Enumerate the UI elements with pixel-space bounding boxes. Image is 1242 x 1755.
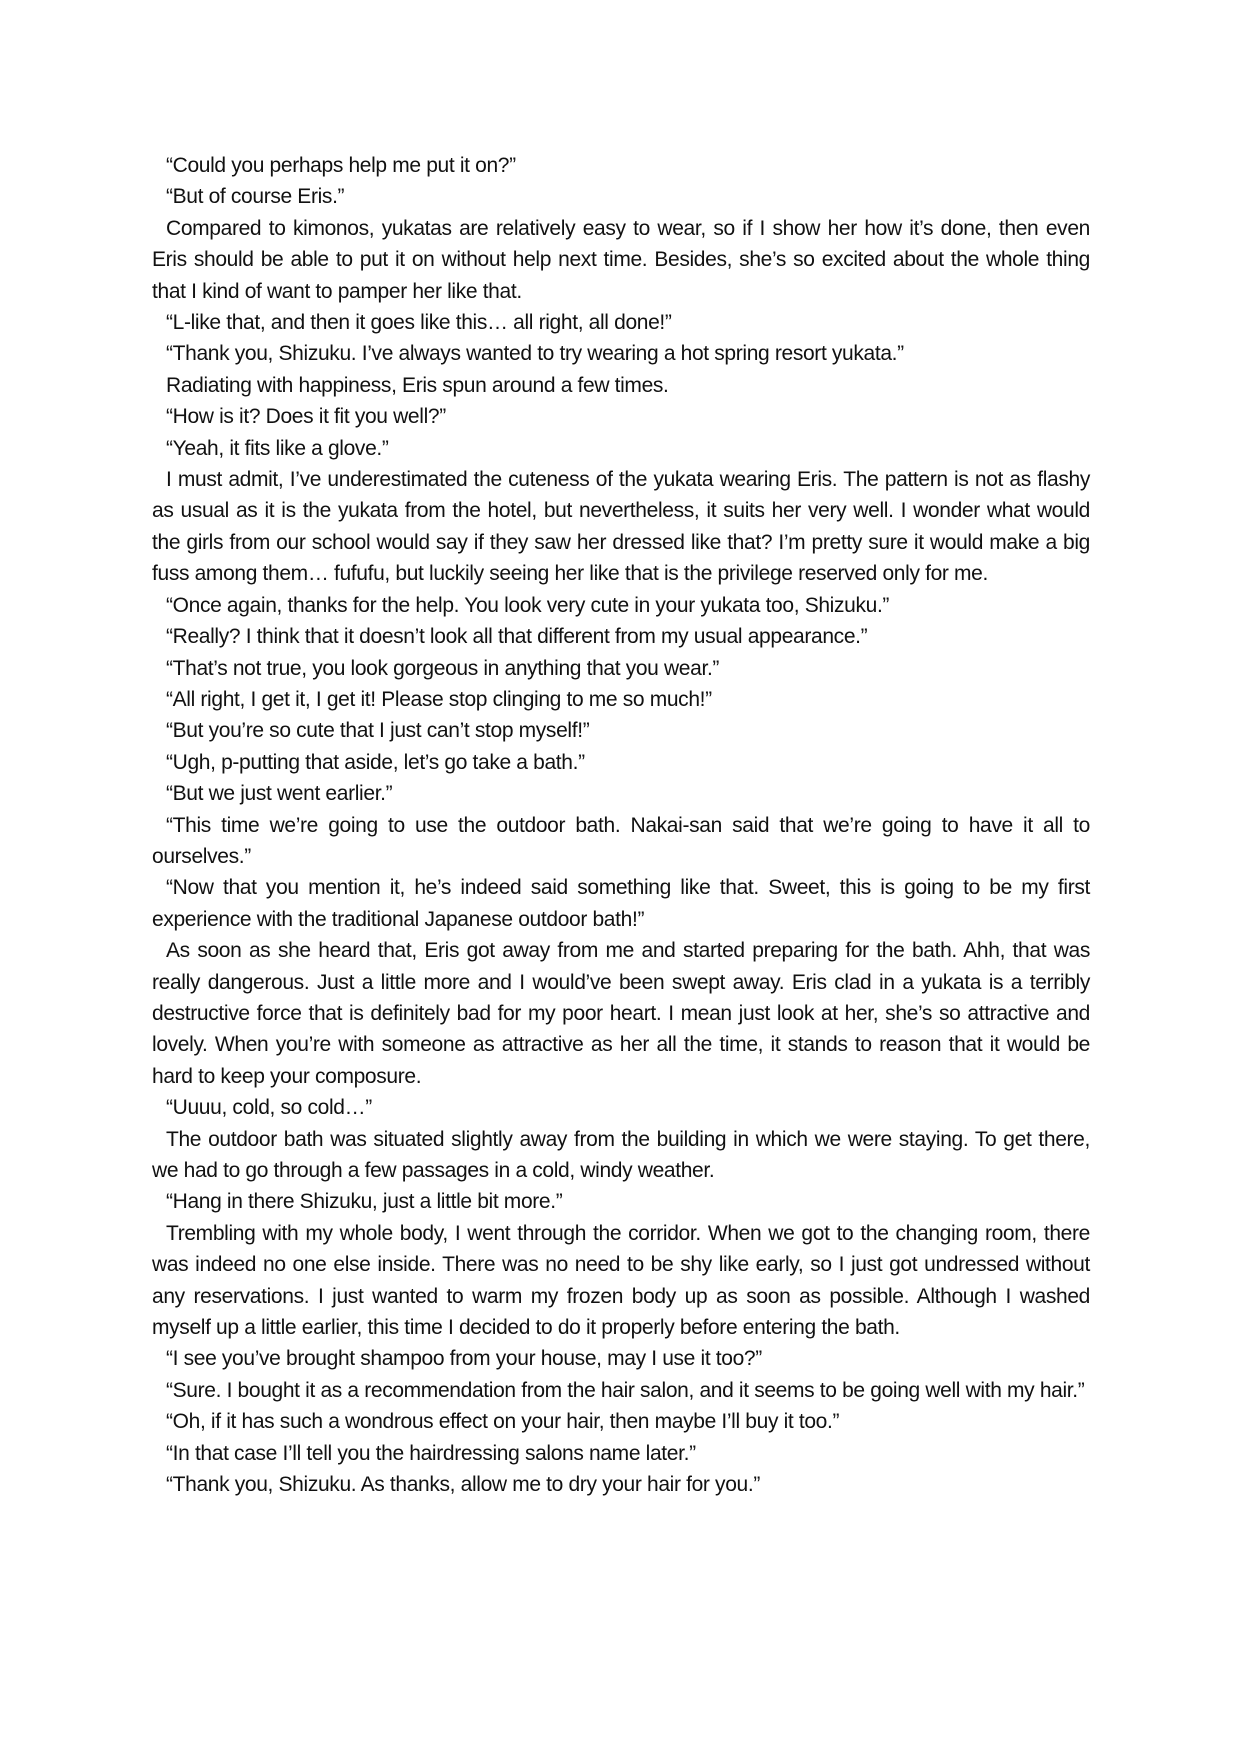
paragraph: The outdoor bath was situated slightly away from the building in which we were staying. To get there, we had to go through a few passages in a cold, windy weather. [152, 1127, 1090, 1182]
paragraph: “All right, I get it, I get it! Please stop clinging to me so much!” [166, 687, 712, 711]
paragraph: “This time we’re going to use the outdoor bath. Nakai-san said that we’re going to have it all to ourselves.” [152, 813, 1090, 868]
paragraph: Trembling with my whole body, I went through the corridor. When we got to the changing room, there was indeed no one else inside. There was no need to be shy like early, so I just got undressed without any reservations. I just wanted to warm my frozen body up as soon as possible. Although I washed myself up a little earlier, this time I decided to do it properly before entering the bath. [152, 1221, 1090, 1340]
paragraph: “Thank you, Shizuku. As thanks, allow me to dry your hair for you.” [166, 1473, 760, 1497]
paragraph: “That’s not true, you look gorgeous in anything that you wear.” [166, 656, 720, 680]
paragraph: “L-like that, and then it goes like this… all right, all done!” [166, 311, 672, 335]
paragraph: I must admit, I’ve underestimated the cuteness of the yukata wearing Eris. The pattern is not as flashy as usual as it is the yukata from the hotel, but nevertheless, it suits her very well. I wonder what would the girls from our school would say if they saw her dressed like that? I’m pretty sure it would make a big fuss among them… fufufu, but luckily seeing her like that is the privilege reserved only for me. [152, 468, 1090, 586]
paragraph: “In that case I’ll tell you the hairdressing salons name later.” [166, 1441, 696, 1465]
paragraph: “Oh, if it has such a wondrous effect on your hair, then maybe I’ll buy it too.” [166, 1410, 840, 1434]
paragraph: “But you’re so cute that I just can’t stop myself!” [166, 719, 590, 743]
paragraph: “Yeah, it fits like a glove.” [166, 436, 389, 460]
document-page [152, 150, 1090, 1500]
paragraph: “Could you perhaps help me put it on?” [166, 154, 516, 177]
paragraph: “I see you’ve brought shampoo from your house, may I use it too?” [166, 1347, 762, 1371]
paragraph: “Ugh, p-putting that aside, let’s go take a bath.” [166, 750, 585, 774]
paragraph: “Sure. I bought it as a recommendation from the hair salon, and it seems to be going well with my hair.” [166, 1378, 1085, 1402]
paragraph: As soon as she heard that, Eris got away from me and started preparing for the bath. Ahh, that was really dangerous. Just a little more and I would’ve been swept away. Eris clad in a yukata is a terribly destructive force that is definitely bad for my poor heart. I mean just look at her, she’s so attractive and lovely. When you’re with someone as attractive as her all the time, it stands to reason that it would be hard to keep your composure. [152, 939, 1090, 1088]
paragraph: “Uuuu, cold, so cold…” [166, 1096, 372, 1120]
paragraph: “How is it? Does it fit you well?” [166, 405, 446, 429]
paragraph: “Really? I think that it doesn’t look all that different from my usual appearance.” [166, 625, 868, 649]
paragraph: “Once again, thanks for the help. You look very cute in your yukata too, Shizuku.” [166, 593, 890, 617]
paragraph: “Hang in there Shizuku, just a little bit more.” [166, 1190, 563, 1214]
paragraph: “But of course Eris.” [166, 185, 345, 209]
paragraph: Radiating with happiness, Eris spun around a few times. [166, 373, 669, 397]
paragraph: “But we just went earlier.” [166, 782, 393, 806]
paragraph: “Thank you, Shizuku. I’ve always wanted to try wearing a hot spring resort yukata.” [166, 342, 904, 366]
paragraph: Compared to kimonos, yukatas are relatively easy to wear, so if I show her how it’s done, then even Eris should be able to put it on without help next time. Besides, she’s so excited about the whole thing that I kind of want to pamper her like that. [152, 216, 1090, 303]
paragraph: “Now that you mention it, he’s indeed said something like that. Sweet, this is going to be my first experience with the traditional Japanese outdoor bath!” [152, 876, 1090, 931]
